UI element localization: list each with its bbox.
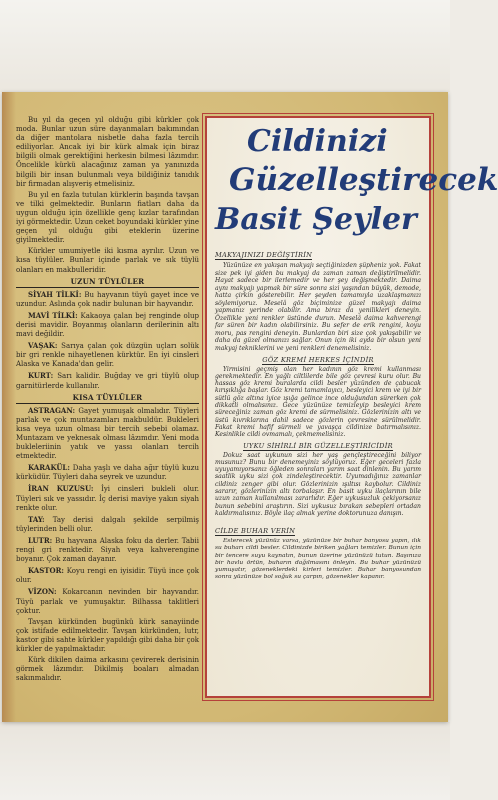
section-heading: CİLDE BUHAR VERİN [215, 527, 296, 536]
section-heading: MAKYAJINIZI DEĞİŞTİRİN [215, 251, 313, 259]
fur-name: KURT: [28, 371, 54, 381]
fur-desc: Sarıya çalan çok düzgün uçları solük bir gri renkle nihayetlenen kürktür. En iyi cinsleri Alaska ve Kanada'dan gelir. [16, 342, 200, 369]
fur-desc: Tay derisi dalgalı şekilde serpilmiş tüylerinden belli olur. [16, 515, 199, 533]
fur-name: KASTOR: [28, 566, 64, 576]
fur-entry [16, 484, 199, 512]
background-bottom [0, 722, 450, 800]
fur-entry [16, 587, 199, 615]
section-heading-text: GÖZ KREMİ HERKES İÇİNDİR [262, 355, 374, 364]
fur-desc: Bu hayvanın tüyü gayet ince ve uzundur. Aslında çok nadir bulunan bir hayvandır. [16, 290, 199, 308]
fur-name: LUTR: [28, 535, 53, 545]
fur-name: ASTRAGAN: [28, 405, 76, 415]
panel-title [215, 122, 498, 242]
short-fur-heading: KISA TÜYLÜLER [16, 393, 199, 404]
fur-desc: Bu hayvana Alaska foku da derler. Tabii rengi gri renktedir. Siyah veya kahverengine boyanır. Çok zaman dayanır. [16, 536, 199, 564]
fur-desc: Kakaoya çalan bej renginde olup derisi mavidir. Boyanmış olanların derilerinin altı mavi değildir. [16, 311, 199, 339]
title-line: Cildinizi [247, 124, 388, 159]
fur-entry [16, 566, 199, 585]
section-paragraph: Esterecek yüzünüz varsa, yüzünüze bir buhar banyosu yapın, ılık su buharı cildi besler. Cildinizde biriken yağları temizler. Bunun için bir tencere suyu kaynatın, bunun üzerine yüzünüzü tutun. Başınıza bir havlu örtün, buharın dağılmasını önleyin. Bu buhar yüzünüzü yumuşatır, gözeneklerdeki kirleri temizler. Buhar banyosundan sonra yüzünüze bol soğuk su çarpın, gözenekler kapanır. [215, 538, 421, 581]
fur-entry [16, 311, 199, 339]
beauty-tips-panel [205, 116, 498, 698]
fur-desc: Sarı kalidir. Buğday ve gri tüylü olup garnitürlerde kullanılır. [16, 372, 199, 390]
fur-name: VAŞAK: [28, 341, 58, 351]
section-paragraph: Dokuz saat uykunun sizi her yaş gençleştireceğini biliyor musunuz? Bunu bir denemeyiniz söylüyoruz. Eğer geceleri fazla uyuyamıyorsanız öğleden sonraları yarım saat dinlenin. Bu yarım saatlik uyku sizi çok zindeleştirecektir. Uyumadığınız zamanlar cildiniz zenger gibi olur. Gözlerinizin ışıltısı kaybolur. Cildiniz sararır, gözlerinizin altı torbalaşır. En basit uyku ilaçlarının bile uzun zaman kullanılması zararlıdır. Eğer uykusuzluk çekiyorsanız bunun sebebini araştırın. Sizi uykusuz bırakan sebepleri ortadan kaldırmalısınız. Böyle ilaç almak yerine doktorunuza danışın. [215, 451, 421, 517]
fur-desc: Gayet yumuşak olmalıdır. Tüyleri parlak ve çok muntazamları makbuldür. Bukleleri kısa veya uzun olması bir tercih sebebi olamaz. Muntazam ve yeknesak olması lâzımdır. Yeni moda bukleleriinin yatık ve yassı olanları tercih etmektedir. [16, 406, 199, 461]
fur-entry [16, 406, 199, 462]
panel-content [215, 122, 498, 582]
closing-paragraph: Tavşan kürkünden bugünkü kürk sanayiinde çok istifade edilmektedir. Tavşan kürkünden, lutr, kastor gibi sahte kürkler yapıldığı gibi daha bir çok kürkler de yapılmaktadır. [16, 617, 199, 653]
magazine-page [2, 92, 498, 722]
title-line: Güzelleştirecek [229, 162, 498, 198]
fur-desc: Daha yaşlı ve daha ağır tüylü kuzu kürküdür. Tüyleri daha seyrek ve uzundur. [16, 464, 199, 482]
section-heading [215, 442, 421, 450]
fur-article-column [16, 116, 199, 685]
section-heading [215, 356, 421, 364]
fur-name: KARAKÜL: [28, 463, 70, 473]
fur-entry [16, 371, 199, 390]
fur-desc: Koyu rengi en iyisidir. Tüyü ince çok olur. [16, 567, 199, 585]
fur-name: SİYAH TİLKİ: [28, 289, 82, 299]
fur-desc: İyi cinsleri bukleli olur. Tüyleri sık ve yassıdır. İç derisi maviye yakın siyah renkte olur. [16, 485, 199, 512]
page-spine-shadow [2, 92, 16, 722]
section-paragraph: Yirmisini geçmiş olan her kadının göz kremi kullanması gerekmektedir. En yağlı ciltlilerde bile göz çevresi kuru olur. Bu hassas göz kremi buralarda cildi besler yüzünden de çabucak kırışıklığa başlar. Göz kremi tamamlayıcı, besleyici krem ve iyi bir sütlü göz altına iyice ışığa gelince ince olduğundan sürerken çok dikkatli olmalısınız. Gece yüzünüze temizleyip besleyici krem süreceğiniz zaman göz kremi de sürmelisiniz. Gözlerinizin altı ve üstü kıvrıklarına dahil sadece gözlerin çevresine sürülmelidir. Fakat kremi hafif sürmeli ve yavaşça cildinize batırmalısınız. Kesinlikle cildi ovmamalı, çekmemelisiniz. [215, 365, 421, 439]
closing-paragraph: Kürk dikilen daima arkasını çevirerek derisinin görmek lâzımdır. Dikilmiş boaları almadan sakınmalıdır. [16, 656, 199, 683]
fur-name: MAVİ TİLKİ: [28, 310, 78, 320]
fur-entry [16, 515, 199, 534]
fur-name: TAY: [28, 514, 45, 524]
fur-name: VİZON: [28, 587, 57, 597]
background-top [0, 0, 450, 92]
title-line: Basit Şeyler [215, 202, 417, 237]
intro-paragraph: Kürkler umumiyetle iki kısma ayrılır. Uzun ve kısa tüylüler. Bunlar içinde parlak ve sık tüylü olanları en makbulleridir. [16, 247, 199, 274]
fur-entry [16, 341, 199, 369]
long-fur-heading: UZUN TÜYLÜLER [16, 277, 199, 288]
section-heading-text: UYKU SİHİRLİ BİR GÜZELLEŞTİRİCİDİR [243, 441, 393, 450]
fur-entry [16, 463, 199, 482]
fur-entry [16, 290, 199, 309]
section-paragraph: Yüzünüze en yakışan makyajı seçtiğinizden şüpheniz yok. Fakat size pek iyi giden bu makyaj da zaman zaman değiştirilmelidir. Hayat sadece bir ilerlemedir ve her şey değişmektedir. Daima aynı makyajı yapmak bir süre sonra sizi yaşından büyük, demode, hatta çirkin gösterebilir. Her şeyden tamamıyla uzaklaşmanızı söylemiyoruz. Meselâ göz biçiminize güzel makyajı daima yapmanız yerinde olabilir. Ama biraz da yenilikleri deneyin. Özellikle yeni renkler üstünde durun. Meselâ daima kahverengi far süren bir kadın olabilirsiniz. Bu sefer de erik rengini, koyu moru, pas rengini deneyin. Bunlardan biri size çok yakışabilir ve daha da güzel olmanızı sağlar. Onun için iki ayda bir olsun yeni makyaj tekniklerini ve yeni renkleri denemelisiniz. [215, 262, 421, 353]
intro-paragraph: Bu yıl da geçen yıl olduğu gibi kürkler çok moda. Bunlar uzun süre dayanmaları bakımından da diğer mantolara nisbetle daha fazla tercih ediliyorlar. Ancak iyi bir kürk almak için biraz bilgili olmak gerektiğini herkesin bilmesi lâzımdır. Öncelikle kürkü alacağınız zaman ya yanınızda bilgili bir insan bulunmalı veya bildiğiniz tanıdık bir firmadan alışveriş etmelisiniz. [16, 116, 199, 188]
fur-entry [16, 536, 199, 564]
intro-paragraph: Bu yıl en fazla tutulan kürklerin başında tavşan ve tilki gelmektedir. Bunların fiatları daha da uygun olduğu için özellikle genç kızlar tarafından iyi görmektedir. Uzun ceket boyundaki kürkler yine geçen yıl olduğu gibi eteklerin üzerine giyilmektedir. [16, 190, 199, 245]
fur-desc: Kokarcanın nevinden bir hayvandır. Tüyü parlak ve yumuşaktır. Bilhassa taklitleri çoktur. [16, 588, 199, 615]
fur-name: İRAN KUZUSU: [28, 484, 94, 494]
